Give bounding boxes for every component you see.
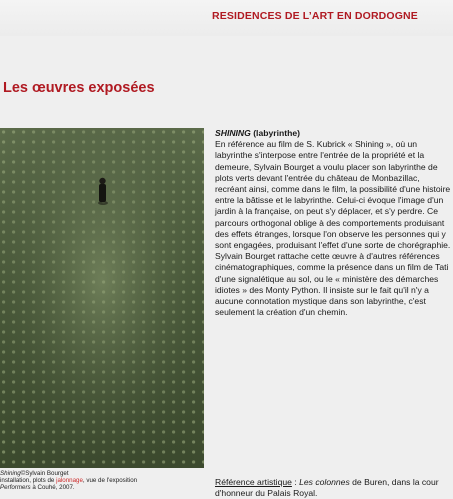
caption-title: Shining (0, 470, 21, 477)
reference-text: de Buren, dans la cour d'honneur du Palais Royal. (215, 477, 439, 499)
reference-separator: : (291, 477, 300, 487)
installation-photo-icon (0, 128, 204, 468)
section-title: Les œuvres exposées (3, 80, 155, 96)
caption-line-2 (0, 477, 210, 484)
artistic-reference (215, 477, 453, 499)
caption-text: installation, plots de (0, 477, 57, 485)
page-header (0, 0, 453, 36)
caption-line-1 (0, 470, 210, 477)
article-body (215, 128, 453, 318)
article-paragraph-1: En référence au film de S. Kubrick « Shining », où un labyrinthe s'interpose entre l'entrée de la propriété et la demeure, Sylvain Bourget a voulu placer son labyrinthe de plots verts devant l'entrée du château de Monbazillac, recréant ainsi, comme dans le film, la possibilité d'une histoire entre la bâtisse et le labyrinthe. Celui-ci évoque l'image d'un jardin à la française, on peut s'y déplacer, et s'y perdre. Ce parcours orthogonal oblige à des comportements produisant des effets étranges, lorsque l'on observe les personnes qui y sont engagées, produisant l'effet d'une sorte de chorégraphie. (215, 139, 451, 251)
reference-work: Les colonnes (299, 477, 350, 487)
photo-caption (0, 470, 210, 492)
caption-text: , vue de l'exposition (82, 477, 138, 485)
article-title-subtitle: (labyrinthe) (250, 128, 300, 138)
installation-photo (0, 128, 204, 468)
caption-line-3 (0, 484, 210, 491)
caption-exhibition: Performers (0, 484, 31, 492)
article-paragraph-2: Sylvain Bourget rattache cette œuvre à d'autres références cinématographiques, comme la présence dans un film de Tati d'une signalétique au sol, ou le « ministère des démarches idiotes » des Monty Python. Il insiste sur le fait qu'il n'y a aucune connotation mystique dans son labyrinthe, c'est seulement la création d'un chemin. (215, 251, 449, 318)
caption-text: à Couhé, 2007. (30, 484, 75, 492)
caption-highlight: jalonnage (56, 477, 83, 485)
article-title-work: SHINING (215, 128, 251, 138)
reference-label: Référence artistique (215, 477, 292, 487)
header-title: RESIDENCES DE L’ART EN DORDOGNE (212, 10, 418, 22)
article-title (215, 128, 453, 139)
caption-credit: ©Sylvain Bourget (20, 470, 69, 477)
